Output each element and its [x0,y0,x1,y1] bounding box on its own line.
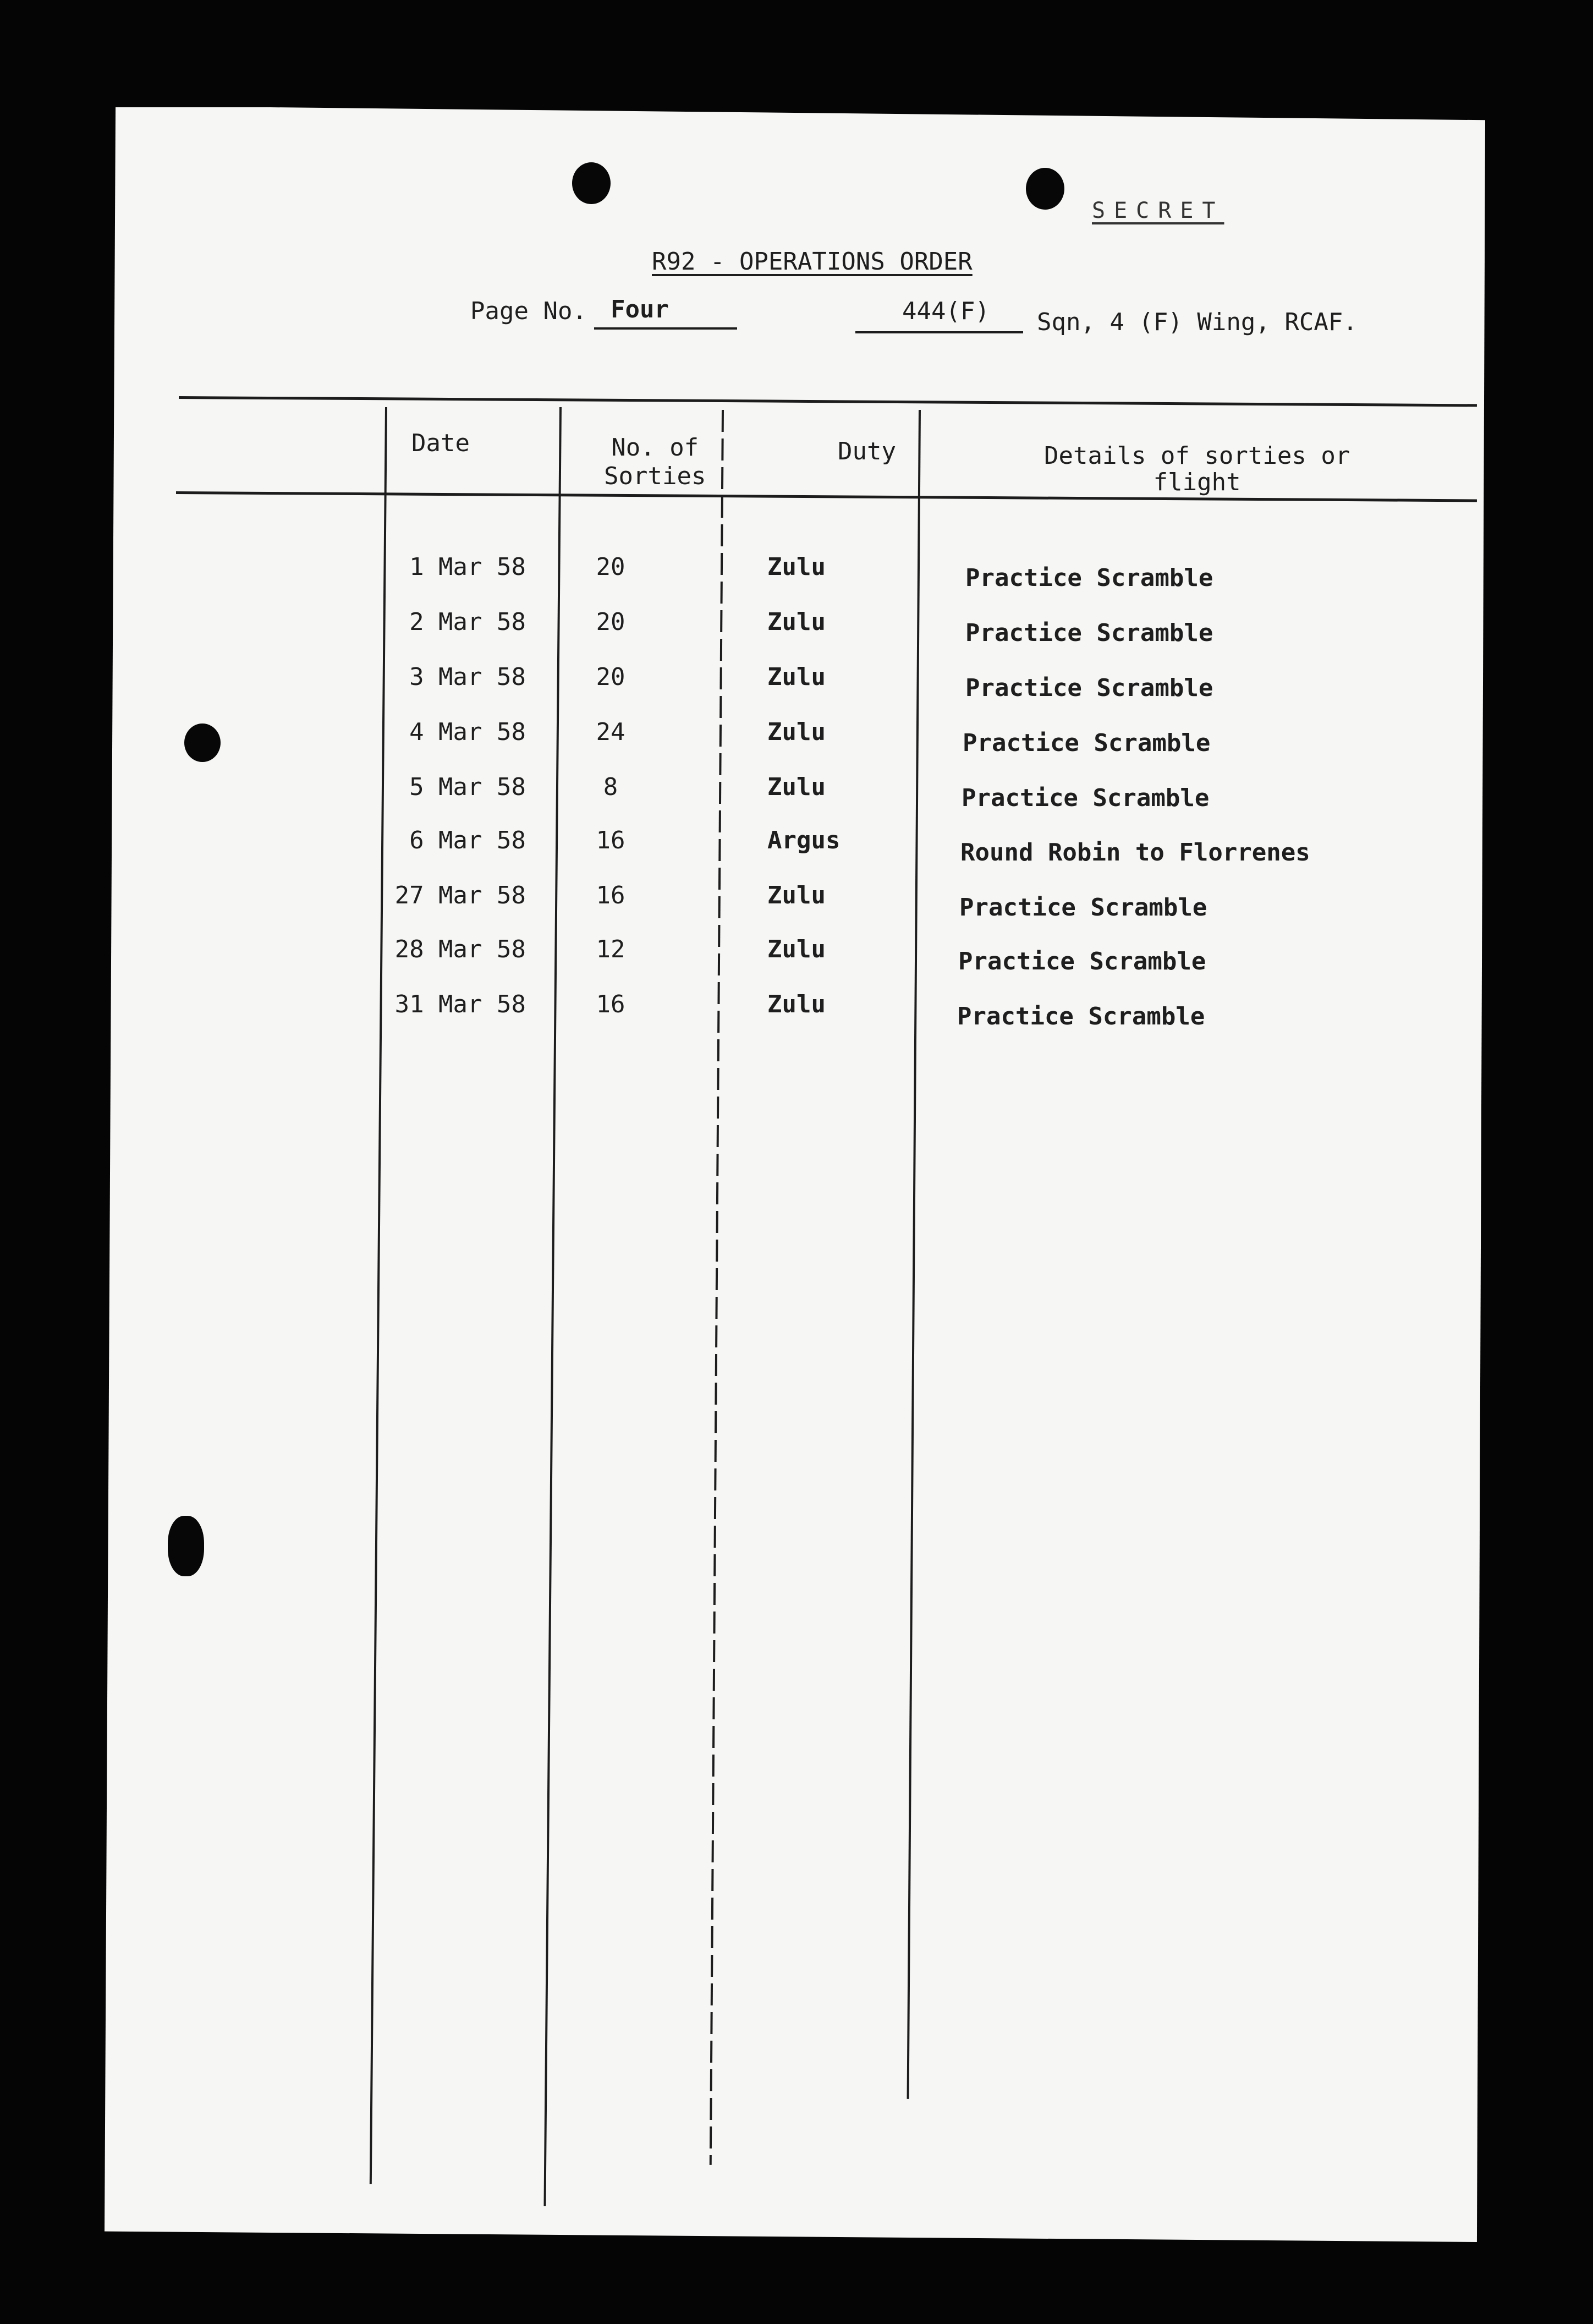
details-cell: Practice Scramble [965,674,1213,702]
sorties-cell: 24 [596,718,625,746]
date-cell: 4 Mar 58 [409,718,526,746]
duty-cell: Zulu [767,881,826,909]
date-cell: 6 Mar 58 [409,826,526,854]
table-row [0,881,1593,931]
sorties-cell: 20 [596,608,625,636]
table-row [0,935,1593,985]
table-row [0,553,1593,602]
date-cell: 28 Mar 58 [394,935,526,963]
document-title: R92 - OPERATIONS ORDER [652,248,973,276]
duty-cell: Zulu [767,663,826,691]
details-cell: Practice Scramble [957,1002,1205,1031]
table-row [0,608,1593,657]
date-cell: 31 Mar 58 [394,990,526,1018]
details-cell: Practice Scramble [965,619,1213,647]
sorties-cell: 20 [596,553,625,581]
sorties-cell: 20 [596,663,625,691]
table-row [0,826,1593,876]
details-cell: Practice Scramble [959,894,1207,922]
duty-cell: Zulu [767,990,826,1018]
page-number-value: Four [611,295,669,324]
unit-number: 444(F) [902,297,990,325]
duty-cell: Zulu [767,935,826,963]
sorties-cell: 8 [603,773,618,801]
details-cell: Round Robin to Florrenes [960,838,1310,867]
date-cell: 27 Mar 58 [394,881,526,909]
date-cell: 3 Mar 58 [409,663,526,691]
column-header-details: Details of sorties or flight [1044,442,1350,496]
page-number-underline [594,327,737,330]
unit-designation: Sqn, 4 (F) Wing, RCAF. [1037,308,1358,336]
date-cell: 2 Mar 58 [409,608,526,636]
sorties-cell: 16 [596,990,625,1018]
details-cell: Practice Scramble [958,947,1206,975]
sorties-cell: 12 [596,935,625,963]
punch-hole [168,1516,204,1576]
details-cell: Practice Scramble [965,564,1213,592]
punch-hole [1026,168,1064,210]
duty-cell: Zulu [767,773,826,801]
duty-cell: Zulu [767,553,826,581]
document-page [105,107,1485,2242]
unit-number-underline [855,331,1023,333]
details-cell: Practice Scramble [962,784,1210,812]
column-header-date: Date [411,429,470,457]
details-cell: Practice Scramble [963,729,1211,757]
duty-cell: Zulu [767,718,826,746]
duty-cell: Zulu [767,608,826,636]
punch-hole [572,162,611,204]
column-header-duty: Duty [838,437,896,465]
sorties-cell: 16 [596,826,625,854]
date-cell: 5 Mar 58 [409,773,526,801]
duty-cell: Argus [767,826,841,854]
table-row [0,773,1593,823]
page-number-label: Page No. [470,297,587,325]
table-row [0,990,1593,1040]
date-cell: 1 Mar 58 [409,553,526,581]
column-header-sorties: No. of Sorties [604,434,706,490]
classification-mark: SECRET [1092,198,1224,223]
sorties-cell: 16 [596,881,625,909]
table-row [0,718,1593,768]
table-row [0,663,1593,712]
